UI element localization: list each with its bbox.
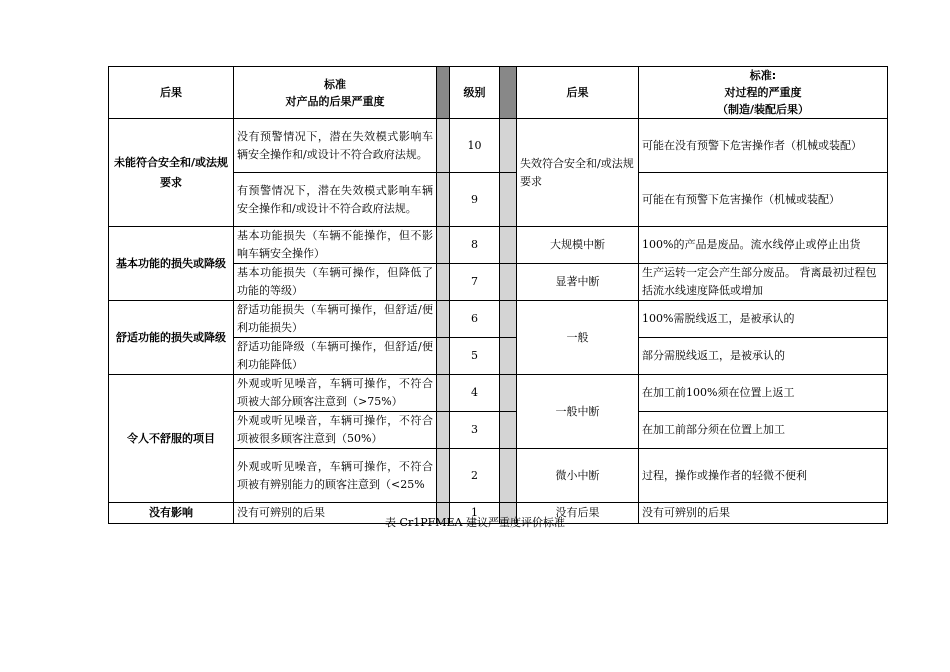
separator-light: [500, 338, 517, 375]
rank-cell: 9: [450, 173, 500, 227]
header-rank: 级别: [450, 67, 500, 119]
process-criteria-cell: 可能在有预警下危害操作（机械或装配）: [639, 173, 888, 227]
process-consequence-cell: 显著中断: [517, 264, 639, 301]
rank-cell: 3: [450, 412, 500, 449]
table-row: [109, 375, 888, 412]
process-criteria-cell: 过程，操作或操作者的轻微不便利: [639, 449, 888, 503]
product-criteria-cell: 基本功能损失（车辆可操作，但降低了功能的等级）: [234, 264, 437, 301]
table-row: [109, 119, 888, 173]
process-criteria-cell: 可能在没有预警下危害操作者（机械或装配）: [639, 119, 888, 173]
rank-cell: 8: [450, 227, 500, 264]
process-criteria-cell: 生产运转一定会产生部分废品。 背离最初过程包括流水线速度降低或增加: [639, 264, 888, 301]
header-criteria-product: [234, 67, 437, 119]
rank-cell: 5: [450, 338, 500, 375]
product-criteria-cell: 有预警情况下，潜在失效模式影响车辆安全操作和/或设计不符合政府法规。: [234, 173, 437, 227]
rank-cell: 1: [450, 503, 500, 524]
separator-light: [437, 119, 450, 173]
rank-cell: 10: [450, 119, 500, 173]
category-cell: 没有影响: [109, 503, 234, 524]
product-criteria-cell: 舒适功能降级（车辆可操作，但舒适/便利功能降低）: [234, 338, 437, 375]
category-cell: 令人不舒服的项目: [109, 375, 234, 503]
separator-dark: [437, 67, 450, 119]
table-caption: 表 Cr1PFMEA 建议严重度评价标准: [385, 516, 565, 529]
product-criteria-cell: 外观或听见噪音，车辆可操作，不符合项被有辨别能力的顾客注意到（<25%: [234, 449, 437, 503]
separator-light: [437, 264, 450, 301]
table-row: [109, 227, 888, 264]
process-criteria-cell: 没有可辨别的后果: [639, 503, 888, 524]
product-criteria-cell: 基本功能损失（车辆不能操作，但不影响车辆安全操作）: [234, 227, 437, 264]
process-consequence-cell: 一般中断: [517, 375, 639, 449]
process-consequence-cell: 微小中断: [517, 449, 639, 503]
rank-cell: 2: [450, 449, 500, 503]
separator-light: [437, 173, 450, 227]
product-criteria-cell: 外观或听见噪音，车辆可操作，不符合项被很多顾客注意到（50%）: [234, 412, 437, 449]
rank-cell: 7: [450, 264, 500, 301]
category-cell: 基本功能的损失或降级: [109, 227, 234, 301]
product-criteria-cell: 外观或听见噪音，车辆可操作，不符合项被大部分顾客注意到（>75%）: [234, 375, 437, 412]
header-criteria-process-line3: （制造/装配后果）: [716, 103, 810, 116]
header-consequence-right: 后果: [517, 67, 639, 119]
header-criteria-process: [639, 67, 888, 119]
rank-cell: 4: [450, 375, 500, 412]
table-row: [109, 301, 888, 338]
process-consequence-cell: 大规模中断: [517, 227, 639, 264]
separator-light: [500, 264, 517, 301]
process-consequence-cell: 一般: [517, 301, 639, 375]
separator-light: [500, 412, 517, 449]
process-criteria-cell: 部分需脱线返工，是被承认的: [639, 338, 888, 375]
header-criteria-process-line2: 对过程的严重度: [724, 86, 802, 99]
separator-light: [500, 301, 517, 338]
separator-light: [500, 227, 517, 264]
product-criteria-cell: 没有可辨别的后果: [234, 503, 437, 524]
header-criteria-product-line1: 标准: [324, 77, 346, 91]
process-criteria-cell: 在加工前部分须在位置上加工: [639, 412, 888, 449]
severity-criteria-table: [108, 66, 888, 524]
product-criteria-cell: 舒适功能损失（车辆可操作，但舒适/便利功能损失）: [234, 301, 437, 338]
process-criteria-cell: 在加工前100%须在位置上返工: [639, 375, 888, 412]
category-cell: 舒适功能的损失或降级: [109, 301, 234, 375]
separator-light: [437, 375, 450, 412]
separator-light: [437, 227, 450, 264]
separator-dark: [500, 67, 517, 119]
separator-light: [437, 449, 450, 503]
separator-light: [437, 338, 450, 375]
separator-light: [500, 173, 517, 227]
header-criteria-product-line2: 对产品的后果严重度: [285, 94, 385, 108]
header-criteria-process-line1: 标准:: [749, 69, 777, 82]
process-consequence-cell: 失效符合安全和/或法规要求: [517, 119, 639, 227]
separator-light: [500, 375, 517, 412]
process-consequence-cell: 没有后果: [517, 503, 639, 524]
separator-light: [437, 412, 450, 449]
separator-light: [437, 301, 450, 338]
header-consequence-left: 后果: [109, 67, 234, 119]
process-criteria-cell: 100%的产品是废品。流水线停止或停止出货: [639, 227, 888, 264]
rank-cell: 6: [450, 301, 500, 338]
header-row: [109, 67, 888, 119]
process-criteria-cell: 100%需脱线返工，是被承认的: [639, 301, 888, 338]
product-criteria-cell: 没有预警情况下，潜在失效模式影响车辆安全操作和/或设计不符合政府法规。: [234, 119, 437, 173]
separator-light: [500, 119, 517, 173]
category-cell: 未能符合安全和/或法规要求: [109, 119, 234, 227]
separator-light: [500, 449, 517, 503]
